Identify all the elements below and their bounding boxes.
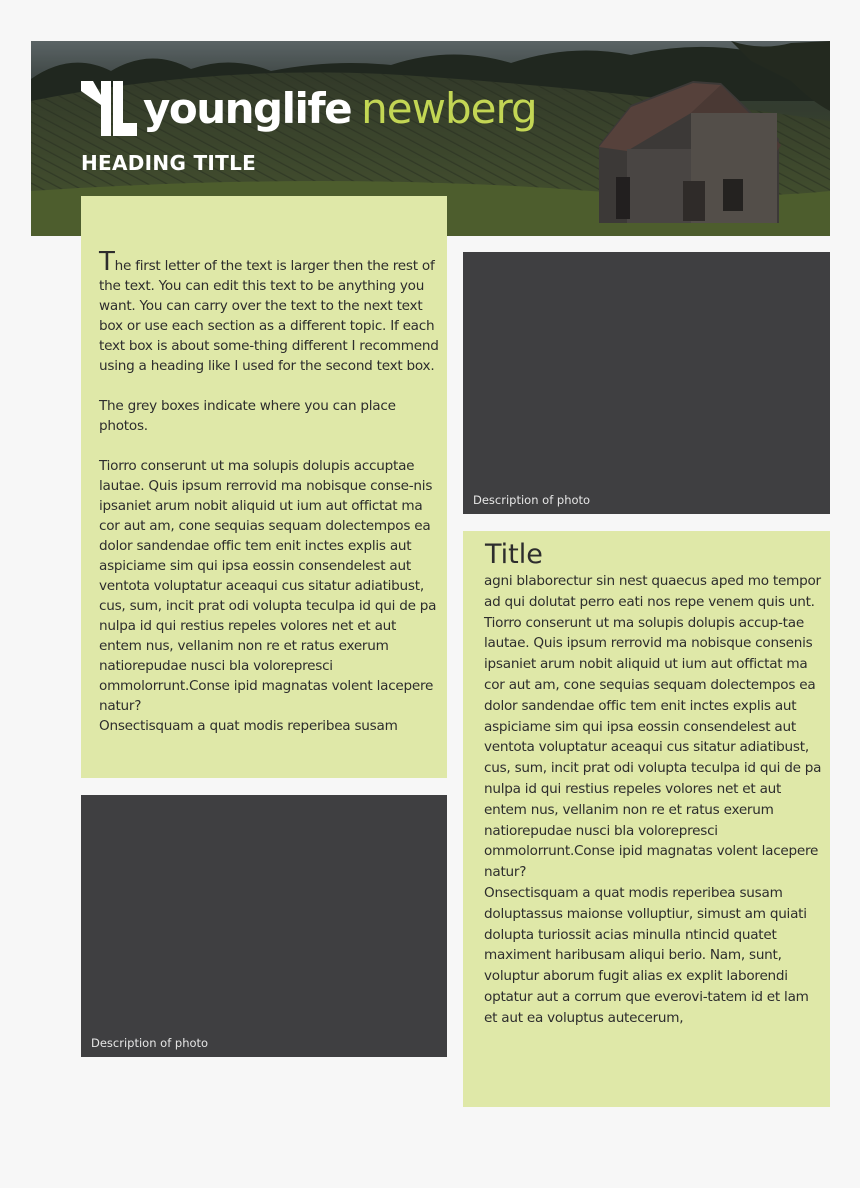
- drop-cap: T: [99, 247, 115, 277]
- right-paragraph-3: Onsectisquam a quat modis reperibea susam doluptassus maionse volluptiur, simust am quiati dolupta turiossit acias minulla ntincid quatet maximent haribusam aliqui berio. Nam, sunt, voluptur aborum fugit alias ex explit laborendi optatur aut a corrum que everovi-tatem id et lam et aut ea voluptus autecerum,: [484, 884, 809, 1026]
- left-text-box[interactable]: [81, 196, 447, 778]
- right-box-title: Title: [485, 539, 543, 570]
- brand-primary: younglife: [143, 84, 352, 133]
- younglife-logo: [81, 81, 537, 136]
- photo-placeholder-left[interactable]: [81, 795, 447, 1057]
- photo-caption-right: Description of photo: [473, 493, 591, 507]
- left-paragraph-2: The grey boxes indicate where you can place photos.: [99, 398, 396, 434]
- left-paragraph-4: Onsectisquam a quat modis reperibea susam: [99, 718, 398, 734]
- photo-caption-left: Description of photo: [91, 1036, 209, 1050]
- right-paragraph-1: agni blaborectur sin nest quaecus aped mo tempor ad qui dolutat perro eati nos repe venem quis unt.: [484, 573, 821, 610]
- left-paragraph-3: Tiorro conserunt ut ma solupis dolupis accuptae lautae. Quis ipsum rerrovid ma nobisque conse-nis ipsaniet arum nobit aliquid ut ium aut offictat ma cor aut am, cone sequias sequam dolectempos ea dolor sandendae offic tem enit inctes explis aut aspiciame sim qui ipsa eossin consendelest aut ventota voluptatur aceaqui cus sitatur adiatibust, cus, sum, incit prat odi volupta teculpa id qui de pa nulpa id qui restius repeles volores net et aut entem nus, vellanim non re et ratus exerum natiorepudae nusci bla volorepresci ommolorrunt.Conse ipid magnatas volent lacepere natur?: [99, 458, 437, 714]
- right-paragraph-2: Tiorro conserunt ut ma solupis dolupis accup-tae lautae. Quis ipsum rerrovid ma nobisque consenis ipsaniet arum nobit aliquid ut ium aut offictat ma cor aut am, cone sequias sequam dolectempos ea dolor sandendae offic tem enit inctes explis aut aspiciame sim qui ipsa eossin consendelest aut ventota voluptatur aceaqui cus sitatur adiatibust, cus, sum, incit prat odi volupta teculpa id qui de pa nulpa id qui restius repeles volores net et aut entem nus, vellanim non re et ratus exerum natiorepudae nusci bla volorepresci ommolorrunt.Conse ipid magnatas volent lacepere natur?: [484, 614, 822, 881]
- photo-placeholder-right[interactable]: [463, 252, 830, 514]
- right-body-text: [484, 571, 824, 1029]
- yl-mark-icon: [81, 81, 137, 136]
- heading-title: HEADING TITLE: [81, 151, 257, 175]
- left-body-text: [99, 247, 439, 736]
- right-text-box[interactable]: [463, 531, 830, 1107]
- brand-location: newberg: [361, 84, 537, 133]
- left-paragraph-1: he first letter of the text is larger then the rest of the text. You can edit this text to be anything you want. You can carry over the text to the next text box or use each section as a different topic. If each text box is about some-thing different I recommend using a heading like I used for the second text box.: [99, 258, 439, 374]
